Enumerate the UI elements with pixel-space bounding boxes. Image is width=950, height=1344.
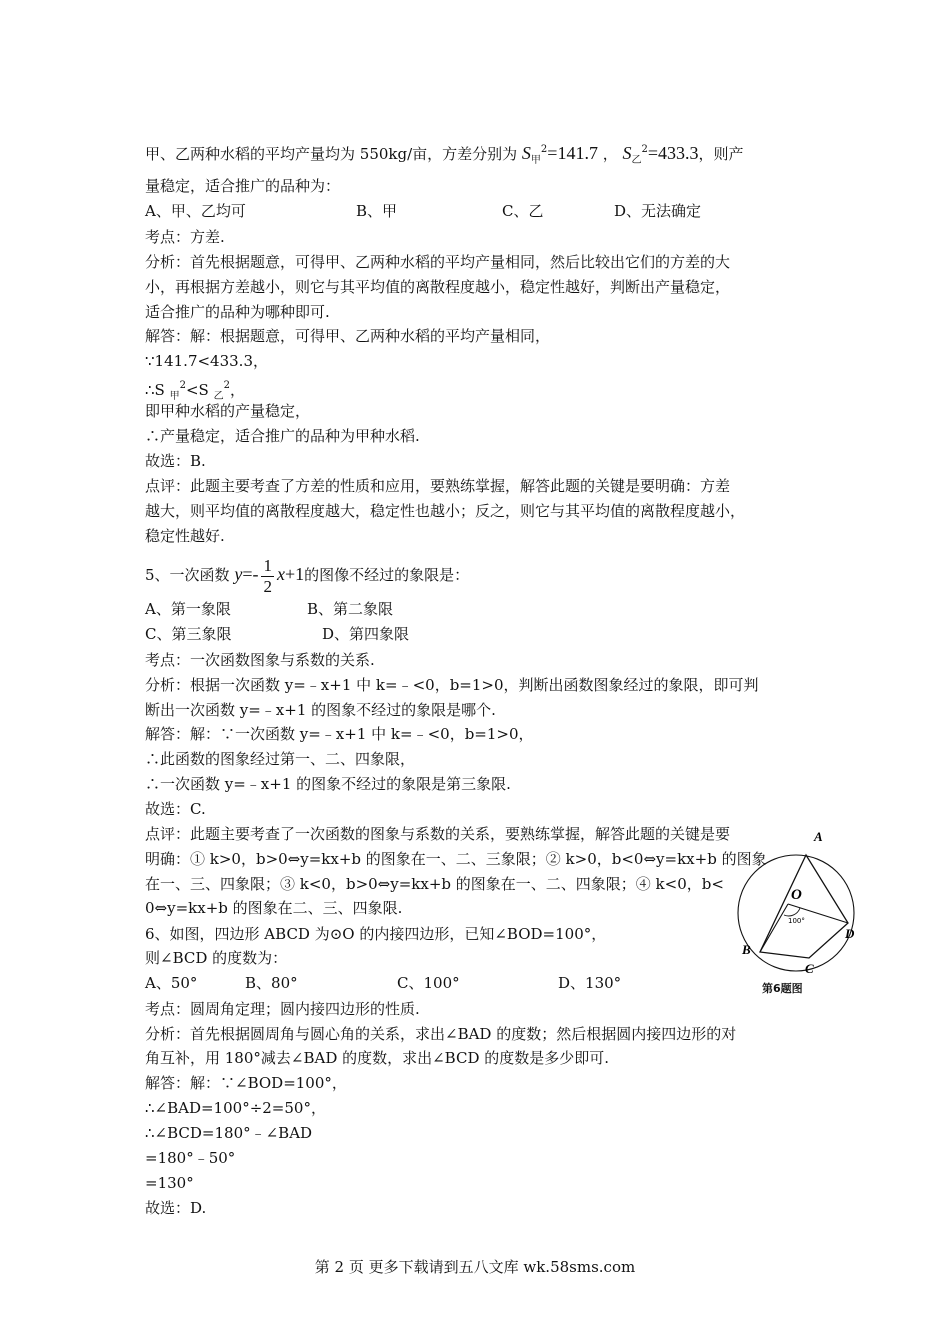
q6-line: ∴∠BAD=100°÷2=50°， [145,1099,326,1117]
q6-line: =130° [145,1174,194,1192]
superscript-2: 2 [540,144,548,155]
subscript-yi: 乙 [631,155,642,166]
q6-line: 考点：圆周角定理；圆内接四边形的性质. [145,1000,420,1018]
q5-line: ∴此函数的图象经过第一、二、四象限， [145,750,416,768]
figure-caption: 第6题图 [762,982,803,995]
q6-answer: 故选：D. [145,1199,207,1217]
q4-answer: 故选：B. [145,452,206,470]
superscript-2: 2 [179,380,186,391]
q6-option-b: B、80° [245,974,298,992]
q4-dianping-line: 点评：此题主要考查了方差的性质和应用，要熟练掌握，解答此题的关键是要明确：方差 [145,477,731,495]
eq-y: y [234,564,243,584]
segment-ob [760,904,788,952]
q5-option-c: C、第三象限 [145,625,232,643]
variance-symbol: S [622,143,632,163]
q4-stem-line2: 量稳定，适合推广的品种为： [145,177,341,195]
separator: ， [597,145,623,163]
q6-line: 分析：首先根据圆周角与圆心角的关系，求出∠BAD 的度数；然后根据圆内接四边形的对 [145,1025,737,1043]
q6-option-d: D、130° [558,974,622,992]
q4-option-d: D、无法确定 [614,202,702,220]
fraction-denominator: 2 [263,576,272,596]
subscript-jia: 甲 [530,155,541,166]
q5-option-a: A、第一象限 [145,600,231,618]
ineq-left: ∴S [145,381,170,399]
label-d: D [845,926,855,941]
q5-option-d: D、第四象限 [322,625,410,643]
q4-jieda-line: 解答：解：根据题意，可得甲、乙两种水稻的平均产量相同， [145,327,551,345]
label-c: C [805,961,814,976]
q4-option-b: B、甲 [356,202,398,220]
q6-line: =180°﹣50° [145,1149,236,1167]
angle-label: 100° [788,917,805,925]
q5-line: 断出一次函数 y=﹣x+1 的图象不经过的象限是哪个. [145,701,496,719]
eq-x: x [276,564,285,584]
q4-fenxi-line: 分析：首先根据题意，可得甲、乙两种水稻的平均产量相同，然后比较出它们的方差的大 [145,253,731,271]
q4-fenxi-line: 适合推广的品种为哪种即可. [145,303,330,321]
q4-fenxi-line: 小，再根据方差越小，则它与其平均值的离散程度越小，稳定性越好，判断出产量稳定， [145,278,731,296]
q5-line: 点评：此题主要考查了一次函数的图象与系数的关系，要熟练掌握，解答此题的关键是要 [145,825,731,843]
q5-stem-pre: 5、一次函数 [145,566,230,584]
q4-option-c: C、乙 [502,202,544,220]
q4-stem-line1 [145,140,744,171]
label-b: B [742,942,751,957]
q5-answer: 故选：C. [145,800,206,818]
q6-stem-line: 6、如图，四边形 ABCD 为⊙O 的内接四边形，已知∠BOD=100°， [145,925,607,943]
q5-line: ∴一次函数 y=﹣x+1 的图象不经过的象限是第三象限. [145,775,511,793]
q5-line: 考点：一次函数图象与系数的关系. [145,651,375,669]
q6-option-c: C、100° [397,974,460,992]
q4-option-a: A、甲、乙均可 [145,202,246,220]
q4-kaodian: 考点：方差. [145,228,225,246]
q4-jieda-line: ∴产量稳定，适合推广的品种为甲种水稻. [145,427,420,445]
ineq-mid: <S [185,381,214,399]
q4-jieda-line: 即甲种水稻的产量稳定， [145,402,311,420]
q4-stem-text: 甲、乙两种水稻的平均产量均为 550kg/亩，方差分别为 [145,145,522,163]
q5-option-b: B、第二象限 [307,600,394,618]
eq-equals: =- [242,564,259,584]
q6-line: 解答：解：∵∠BOD=100°， [145,1074,347,1092]
q6-line: 角互补，用 180°减去∠BAD 的度数，求出∠BCD 的度数是多少即可. [145,1049,610,1067]
superscript-2: 2 [641,144,648,155]
q5-line: 分析：根据一次函数 y=﹣x+1 中 k=﹣<0，b=1>0，判断出函数图象经过的象限，即可判 [145,676,759,694]
variance-symbol: S [521,143,531,163]
fraction-one-half [261,556,274,597]
circle-quadrilateral-figure [732,826,862,996]
q4-stem-tail: ，则产 [698,145,744,163]
fraction-numerator: 1 [263,555,272,575]
eq-rest: +1 [284,564,305,584]
q5-line: 0⇔y=kx+b 的图象在二、三、四象限. [145,899,403,917]
q4-jieda-line: ∵141.7<433.3， [145,352,268,370]
label-a: A [814,829,823,844]
q5-stem-post: 的图像不经过的象限是： [304,566,470,584]
subscript-yi: 乙 [213,391,224,402]
q6-stem-line: 则∠BCD 的度数为： [145,949,288,967]
q4-dianping-line: 越大，则平均值的离散程度越大，稳定性也越小；反之，则它与其平均值的离散程度越小， [145,502,746,520]
q5-line: 在一、三、四象限；③ k<0，b>0⇔y=kx+b 的图象在一、二、四象限；④ k<0，b< [145,875,724,893]
subscript-jia: 甲 [169,391,180,402]
variance-value-yi: =433.3 [647,143,699,163]
q4-dianping-line: 稳定性越好. [145,527,225,545]
angle-arc [784,908,800,916]
variance-value-jia: =141.7 [547,143,598,163]
ineq-tail: ， [229,381,245,399]
page-footer: 第 2 页 更多下载请到五八文库 wk.58sms.com [314,1258,636,1276]
label-o: O [791,887,802,903]
q6-option-a: A、50° [145,974,198,992]
q5-line: 解答：解：∵一次函数 y=﹣x+1 中 k=﹣<0，b=1>0， [145,725,534,743]
q6-line: ∴∠BCD=180°﹣∠BAD [145,1124,313,1142]
q5-stem [145,552,469,596]
superscript-2: 2 [223,380,230,391]
q5-line: 明确：① k>0，b>0⇔y=kx+b 的图象在一、二、三象限；② k>0，b<0⇔y=kx+b 的图象 [145,850,767,868]
